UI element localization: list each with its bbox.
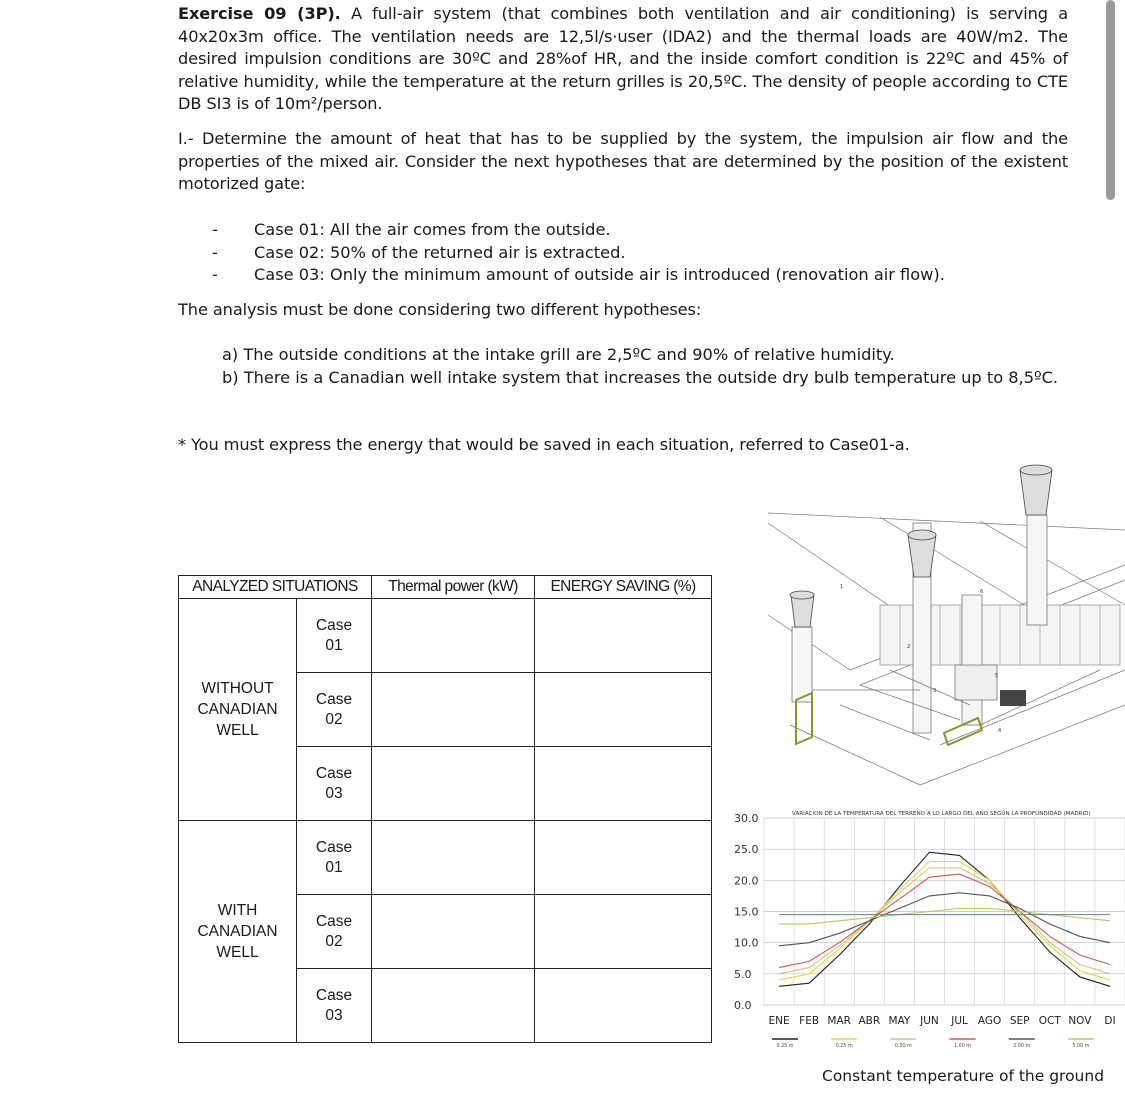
header-analyzed-situations: ANALYZED SITUATIONS [179,576,372,599]
hypothesis-b: b) There is a Canadian well intake system that increases the outside dry bulb temperature up to 8,5ºC. [222,368,1059,387]
y-tick-label: 25.0 [734,843,759,857]
legend-label: 2.00 m [1013,1044,1031,1049]
energy-saving-cell[interactable] [535,969,712,1043]
x-tick-label: DI [1104,1015,1116,1027]
ground-temperature-chart [734,810,1125,1049]
thermal-power-cell[interactable] [372,895,535,969]
y-tick-label: 30.0 [734,812,759,825]
case-label: Case 01 [297,599,372,673]
case-label: Case 03 [297,747,372,821]
y-tick-label: 15.0 [734,905,759,919]
legend-label: 0.25 m [835,1044,853,1049]
bullet-dash: - [212,265,218,284]
case-label: Case 02 [297,673,372,747]
figure-caption: Constant temperature of the ground [822,1067,1105,1085]
energy-note: * You must express the energy that would be saved in each situation, referred to Case01-a. [178,435,910,454]
diagram-number: 5 [995,673,999,679]
energy-saving-cell[interactable] [535,747,712,821]
list-item [212,264,945,287]
legend-label: 1.00 m [954,1044,971,1049]
case-description: Case 02: 50% of the returned air is extracted. [254,242,626,262]
case-label: Case 02 [297,895,372,969]
header-energy-saving: ENERGY SAVING (%) [535,576,712,599]
exercise-statement [178,3,1068,116]
case-list [212,219,945,287]
legend-label: 0.25 m [776,1044,794,1049]
exercise-heading: Exercise 09 (3P). [178,4,341,23]
thermal-power-cell[interactable] [372,599,535,673]
thermal-power-cell[interactable] [372,969,535,1043]
y-tick-label: 10.0 [734,936,759,950]
canadian-well-figure [730,455,1125,1095]
x-tick-label: ENE [768,1015,790,1027]
thermal-power-cell[interactable] [372,673,535,747]
canadian-well-installation-diagram [768,513,1125,785]
analysis-intro: The analysis must be done considering two different hypotheses: [178,300,702,319]
x-tick-label: JUN [920,1015,939,1027]
diagram-number: 6 [980,589,984,595]
intake-grille-icon [796,693,982,745]
x-tick-label: JUL [951,1015,968,1027]
table-row [179,821,712,895]
task-paragraph: I.- Determine the amount of heat that has to be supplied by the system, the impulsion air flow and the properties of the mixed air. Consider the next hypotheses that are determined by the position of the existent motorized gate: [178,129,1068,193]
y-tick-label: 20.0 [734,874,759,888]
x-tick-label: OCT [1038,1015,1061,1027]
case-description: Case 01: All the air comes from the outside. [254,220,611,239]
legend-label: 5.00 m [1072,1044,1090,1049]
table-header-row [179,576,712,599]
energy-saving-cell[interactable] [535,895,712,969]
x-tick-label: NOV [1068,1015,1092,1027]
bullet-dash: - [212,242,218,262]
hypothesis-a: a) The outside conditions at the intake grill are 2,5ºC and 90% of relative humidity. [222,345,895,364]
y-tick-label: 0.0 [734,999,752,1012]
list-item [212,242,945,265]
x-tick-label: AGO [977,1015,1002,1027]
fan-unit-icon [1000,690,1026,706]
thermal-power-cell[interactable] [372,747,535,821]
table-row [179,599,712,673]
diagram-number: 2 [907,644,911,650]
x-tick-label: MAR [827,1015,851,1027]
analysis-table [178,575,712,1043]
case-description: Case 03: Only the minimum amount of outside air is introduced (renovation air flow). [254,265,945,284]
bullet-dash: - [212,220,218,239]
energy-saving-cell[interactable] [535,599,712,673]
diagram-number: 3 [933,688,937,694]
x-tick-label: SEP [1009,1015,1030,1027]
legend-label: 0.50 m [894,1044,912,1049]
energy-saving-cell[interactable] [535,673,712,747]
list-item [212,219,945,242]
header-thermal-power: Thermal power (kW) [372,576,535,599]
scrollbar-thumb[interactable] [1106,0,1115,200]
x-tick-label: ABR [858,1015,881,1027]
thermal-power-cell[interactable] [372,821,535,895]
diagram-number: 4 [998,728,1002,734]
x-tick-label: MAY [888,1015,911,1027]
y-tick-label: 5.0 [734,967,752,981]
diagram-number: 1 [840,584,844,590]
group-label-with-well: WITH CANADIAN WELL [179,821,297,1043]
energy-saving-cell[interactable] [535,821,712,895]
chart-title: VARIACION DE LA TEMPERATURA DEL TERRENO A LO LARGO DEL AÑO SEGÚN LA PROFUNDIDAD (MADRID) [792,811,1091,817]
x-tick-label: FEB [799,1015,820,1027]
exercise-intro: A full-air system (that combines both ventilation and air conditioning) is serving a 40x20x3m office. The ventilation needs are 12,5l/s·user (IDA2) and the thermal loads are 40W/m2. The desired impulsion conditions are 30ºC and 28%of HR, and the inside comfort condition is 22ºC and 45% of relative humidity, while the temperature at the return grilles is 20,5ºC. The density of people according to CTE DB SI3 is of 10m²/person. [178,4,1069,113]
case-label: Case 01 [297,821,372,895]
group-label-without-well: WITHOUT CANADIAN WELL [179,599,297,821]
case-label: Case 03 [297,969,372,1043]
